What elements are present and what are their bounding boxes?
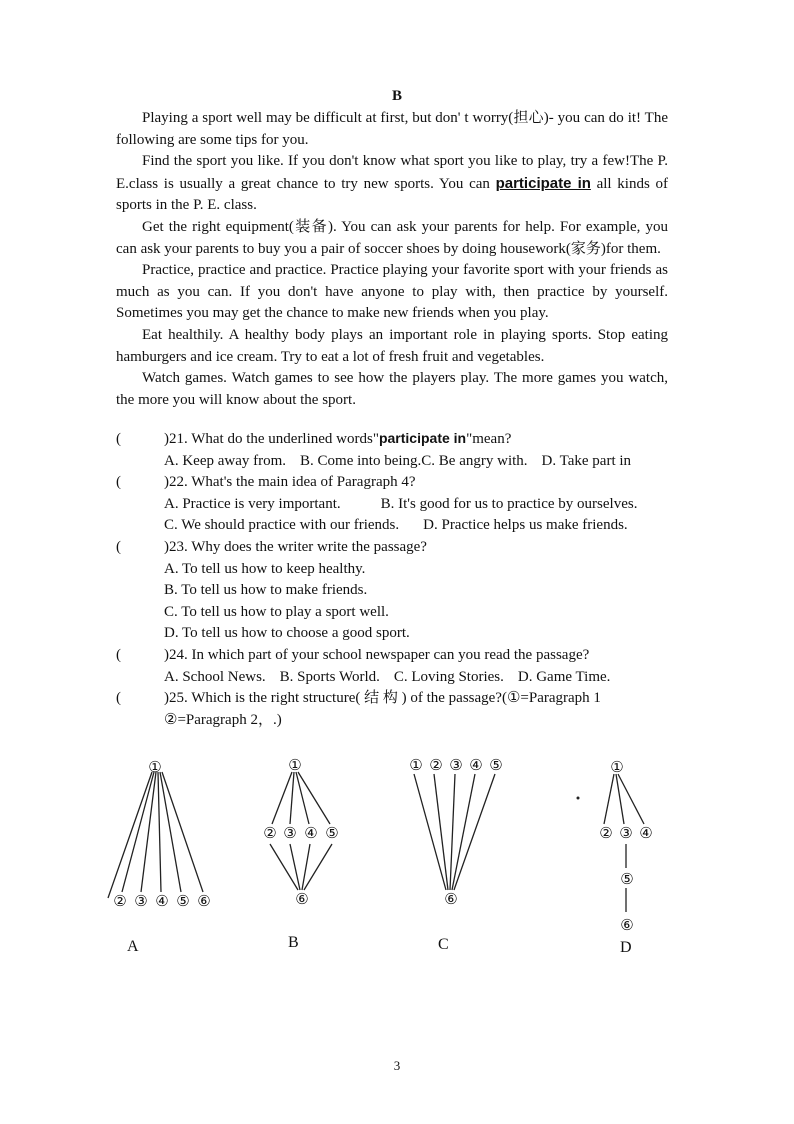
diagram-c-node-3: ③ — [449, 756, 463, 774]
diagram-c-node-2: ② — [429, 756, 443, 774]
diagram-d-node-6: ⑥ — [620, 916, 634, 934]
option-21-b[interactable]: B. Come into being. — [300, 452, 422, 469]
page-number: 3 — [393, 1058, 401, 1073]
paragraph-6: Watch games. Watch games to see how the players play. The more games you watch, the more you will know about the sport. — [116, 370, 668, 408]
diagram-c-node-6: ⑥ — [444, 890, 458, 908]
question-22-text: )22. What's the main idea of Paragraph 4? — [164, 474, 416, 491]
diagram-label-a: A — [127, 938, 139, 955]
diagram-a-node-4: ④ — [155, 892, 169, 910]
answer-blank-21[interactable]: ( — [116, 431, 121, 447]
option-24-b[interactable]: B. Sports World. — [279, 668, 380, 685]
option-22-a[interactable]: A. Practice is very important. — [164, 495, 341, 512]
option-22-b[interactable]: B. It's good for us to practice by ourselves. — [380, 495, 638, 512]
diagram-d-node-3: ③ — [619, 824, 633, 842]
diagram-label-b: B — [288, 934, 299, 951]
option-22-d[interactable]: D. Practice helps us make friends. — [423, 517, 628, 534]
questions — [116, 428, 676, 731]
diagram-d-node-4: ④ — [639, 824, 653, 842]
question-25-text-line2: ②=Paragraph 2，.) — [164, 711, 282, 728]
diagram-a-line-1 — [108, 772, 152, 898]
underlined-phrase: participate in — [495, 174, 591, 192]
question-22-options-row1 — [116, 494, 676, 516]
diagram-d-line-1 — [604, 774, 614, 824]
paragraph-2-start: Find the sport you like. If you don't know what sport you like to play, try a few!The P. E.class is usually a great chance to try new sports. You can — [116, 153, 668, 192]
question-23-text: )23. Why does the writer write the passage? — [164, 538, 427, 555]
option-24-c[interactable]: C. Loving Stories. — [393, 668, 504, 685]
diagram-b-node-1: ① — [288, 756, 302, 774]
question-21-bold: participate in — [378, 430, 467, 446]
option-24-d[interactable]: D. Game Time. — [517, 668, 611, 685]
diagram-label-c: C — [438, 936, 449, 953]
diagram-b-node-2: ② — [263, 824, 277, 842]
question-24 — [116, 645, 676, 667]
diagram-c-node-1: ① — [409, 756, 423, 774]
question-24-text: )24. In which part of your school newspaper can you read the passage? — [164, 646, 590, 663]
diagram-a-line-4 — [158, 772, 161, 892]
stray-dot — [577, 797, 580, 800]
diagram-c-line-4 — [452, 774, 475, 890]
diagram-b-node-6: ⑥ — [295, 890, 309, 908]
diagram-b-line-2 — [290, 772, 294, 824]
section-title: B — [391, 88, 402, 104]
paragraph-4: Practice, practice and practice. Practice playing your favorite sport with your friends as much as you can. If you don't have anyone to play with, then practice by yourself. Sometimes you may get the chance to make new friends when you play. — [116, 262, 668, 322]
answer-blank-25[interactable]: ( — [116, 690, 121, 707]
diagram-d-line-3 — [618, 774, 644, 824]
option-23-a[interactable]: A. To tell us how to keep healthy. — [164, 560, 366, 577]
diagram-a-line-3 — [141, 772, 156, 892]
diagram-d-node-5: ⑤ — [620, 870, 634, 888]
diagram-a-node-3: ③ — [134, 892, 148, 910]
diagram-d-node-1: ① — [610, 758, 624, 776]
diagram-c-line-5 — [454, 774, 495, 890]
diagram-c-node-4: ④ — [469, 756, 483, 774]
option-23-c[interactable]: C. To tell us how to play a sport well. — [164, 603, 389, 620]
reading-passage — [116, 108, 668, 411]
diagram-a-node-2: ② — [113, 892, 127, 910]
question-25 — [116, 688, 676, 710]
diagram-a-node-6: ⑥ — [197, 892, 211, 910]
diagram-b-node-5: ⑤ — [325, 824, 339, 842]
diagram-c-node-5: ⑤ — [489, 756, 503, 774]
answer-blank-24[interactable]: ( — [116, 646, 121, 663]
diagram-b-line-6 — [290, 844, 300, 890]
option-24-a[interactable]: A. School News. — [164, 668, 266, 685]
paragraph-5: Eat healthily. A healthy body plays an important role in playing sports. Stop eating hamburgers and ice cream. Try to eat a lot of fresh fruit and vegetables. — [116, 326, 668, 365]
question-25-text: )25. Which is the right structure( 结 构 ) of the passage?(①=Paragraph 1 — [164, 690, 601, 707]
answer-blank-23[interactable]: ( — [116, 538, 121, 555]
diagram-b-line-5 — [270, 844, 298, 890]
option-22-c[interactable]: C. We should practice with our friends. — [164, 517, 400, 534]
structure-diagrams-svg — [0, 740, 794, 970]
paragraph-2-end: all kinds of sports in the P. E. class. — [116, 175, 669, 214]
question-21-text: )21. What do the underlined words" — [164, 431, 379, 447]
question-22 — [116, 472, 676, 494]
paragraph-2 — [116, 151, 668, 217]
diagram-b-node-3: ③ — [283, 824, 297, 842]
question-22-options-row2 — [116, 515, 676, 537]
question-21 — [116, 428, 676, 451]
answer-blank-22[interactable]: ( — [116, 474, 121, 491]
question-21-options — [116, 451, 676, 473]
option-21-a[interactable]: A. Keep away from. — [164, 452, 287, 469]
diagram-b-line-1 — [272, 772, 292, 824]
diagram-a-line-5 — [160, 772, 181, 892]
diagram-label-d: D — [620, 939, 632, 956]
diagram-a-line-2 — [122, 772, 154, 892]
diagram-d-node-2: ② — [599, 824, 613, 842]
question-24-options — [116, 667, 676, 689]
question-21-text-end: "mean? — [466, 431, 512, 447]
diagram-a-node-1: ① — [148, 758, 162, 776]
option-23-b[interactable]: B. To tell us how to make friends. — [164, 582, 368, 599]
diagram-a-line-6 — [162, 772, 203, 892]
diagram-b-node-4: ④ — [304, 824, 318, 842]
question-23 — [116, 537, 676, 559]
diagram-a-node-5: ⑤ — [176, 892, 190, 910]
option-23-d[interactable]: D. To tell us how to choose a good sport. — [164, 625, 410, 642]
paragraph-1: Playing a sport well may be difficult at first, but don' t worry(担心)- you can do it! The following are some tips for you. — [116, 110, 668, 148]
diagram-c-line-3 — [450, 774, 455, 890]
structure-diagrams — [0, 740, 794, 970]
option-21-c[interactable]: C. Be angry with. — [421, 452, 528, 469]
diagram-d-line-2 — [616, 774, 624, 824]
paragraph-3: Get the right equipment(装备). You can ask your parents for help. For example, you can ask your parents to buy you a pair of soccer shoes by doing housework(家务)for them. — [116, 218, 668, 257]
option-21-d[interactable]: D. Take part in — [541, 452, 632, 469]
